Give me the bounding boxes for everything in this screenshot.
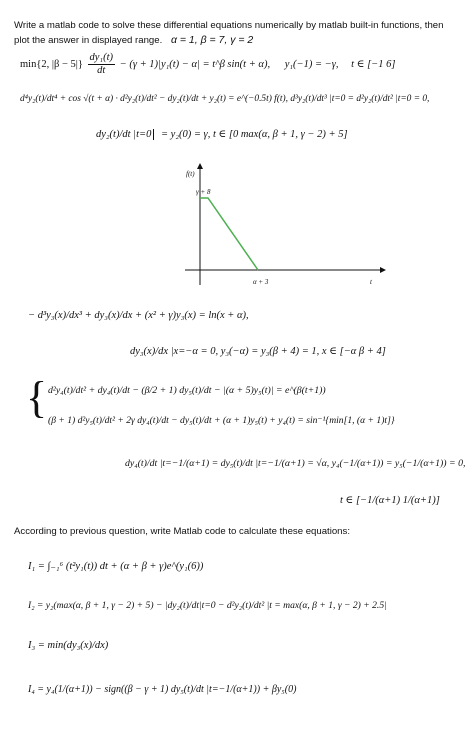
y-axis-arrow [197, 163, 203, 169]
graph-y-tick: γ + 8 [196, 188, 211, 196]
expression-I4: I₄ = y₄(1/(α+1)) − sign((β − γ + 1) dy₅(t)/dt |t=−1/(α+1)) + βy₅(0) [28, 684, 297, 695]
eq2-conditions: = y₂(0) = γ, t ∈ [0 max(α, β + 1, γ − 2) + 5] [160, 129, 348, 140]
equation-1 [20, 52, 395, 77]
equation-4-line-4: t ∈ [−1/(α+1) 1/(α+1)] [340, 495, 440, 506]
integral-I1: I₁ = ∫₋₁⁶ (t²y₁(t)) dt + (α + β + γ)e^(y₁(6)) [28, 561, 204, 572]
eq1-derivative-num: dy₁(t) [89, 52, 113, 63]
equation-3-line-1: − d³y₃(x)/dx³ + dy₃(x)/dx + (x² + γ)y₃(x) = ln(x + α), [28, 310, 249, 321]
parameter-values: α = 1, β = 7, γ = 2 [170, 34, 254, 46]
equation-2-line-1: d⁴y₂(t)/dt⁴ + cos √(t + α) · d²y₂(t)/dt² − dy₂(t)/dt + y₂(t) = e^(−0.5t) f(t), d³y₂(t)/dt³ |t=0 = d²y₂(t)/dt² |t=0 = 0, [20, 94, 430, 104]
f-of-t-graph [170, 160, 390, 290]
eq1-rhs: − (γ + 1)|y₁(t) − α| = t^β sin(t + α), [119, 58, 271, 70]
eq1-derivative-den: dt [97, 65, 106, 76]
graph-x-label: t [370, 278, 372, 286]
graph-y-label: f(t) [186, 170, 195, 178]
equation-4-line-3: dy₄(t)/dt |t=−1/(α+1) = dy₅(t)/dt |t=−1/(α+1) = √α, y₄(−1/(α+1)) = y₅(−1/(α+1)) = 0, [125, 458, 466, 469]
system-brace: { [26, 373, 48, 422]
equation-3-line-2: dy₃(x)/dx |x=−α = 0, y₃(−α) = y₃(β + 4) = 1, x ∈ [−α β + 4] [130, 346, 386, 357]
equation-4-system [26, 373, 48, 422]
expression-I3: I₃ = min(dy₃(x)/dx) [28, 640, 109, 651]
eq1-derivative [88, 52, 115, 77]
eq1-range: t ∈ [−1 6] [351, 58, 396, 70]
x-axis-arrow [380, 267, 386, 273]
intro-line-2-text: plot the answer in displayed range. [14, 35, 163, 46]
intro-line-1: Write a matlab code to solve these differential equations numerically by matlab built-in functions, then [14, 20, 444, 31]
f-of-t-curve [200, 198, 258, 270]
expression-I2: I₂ = y₂(max(α, β + 1, γ − 2) + 5) − |dy₂(t)/dt|t=0 − d²y₂(t)/dt² |t = max(α, β + 1, γ − 2) + 2.5| [28, 600, 387, 611]
equation-4-line-1: d²y₄(t)/dt² + dy₄(t)/dt − (β/2 + 1) dy₅(t)/dt − |(α + 5)y₅(t)| = e^(β(t+1)) [48, 385, 326, 396]
graph-x-tick: α + 3 [253, 278, 269, 286]
eq2-derivative-at-zero: dy₂(t)/dt |t=0 [96, 129, 154, 140]
intro-line-2 [14, 34, 253, 46]
eq1-initial-condition: y₁(−1) = −γ, [284, 58, 339, 70]
equation-4-line-2: (β + 1) d²y₅(t)/dt² + 2γ dy₄(t)/dt − dy₅(t)/dt + (α + 1)y₅(t) + y₄(t) = sin⁻¹{min[1, (α + 1)t]} [48, 415, 395, 426]
question-2: According to previous question, write Matlab code to calculate these equations: [14, 526, 350, 537]
equation-2-line-2 [96, 128, 348, 140]
eq1-coefficient: min{2, |β − 5|} [20, 58, 83, 70]
